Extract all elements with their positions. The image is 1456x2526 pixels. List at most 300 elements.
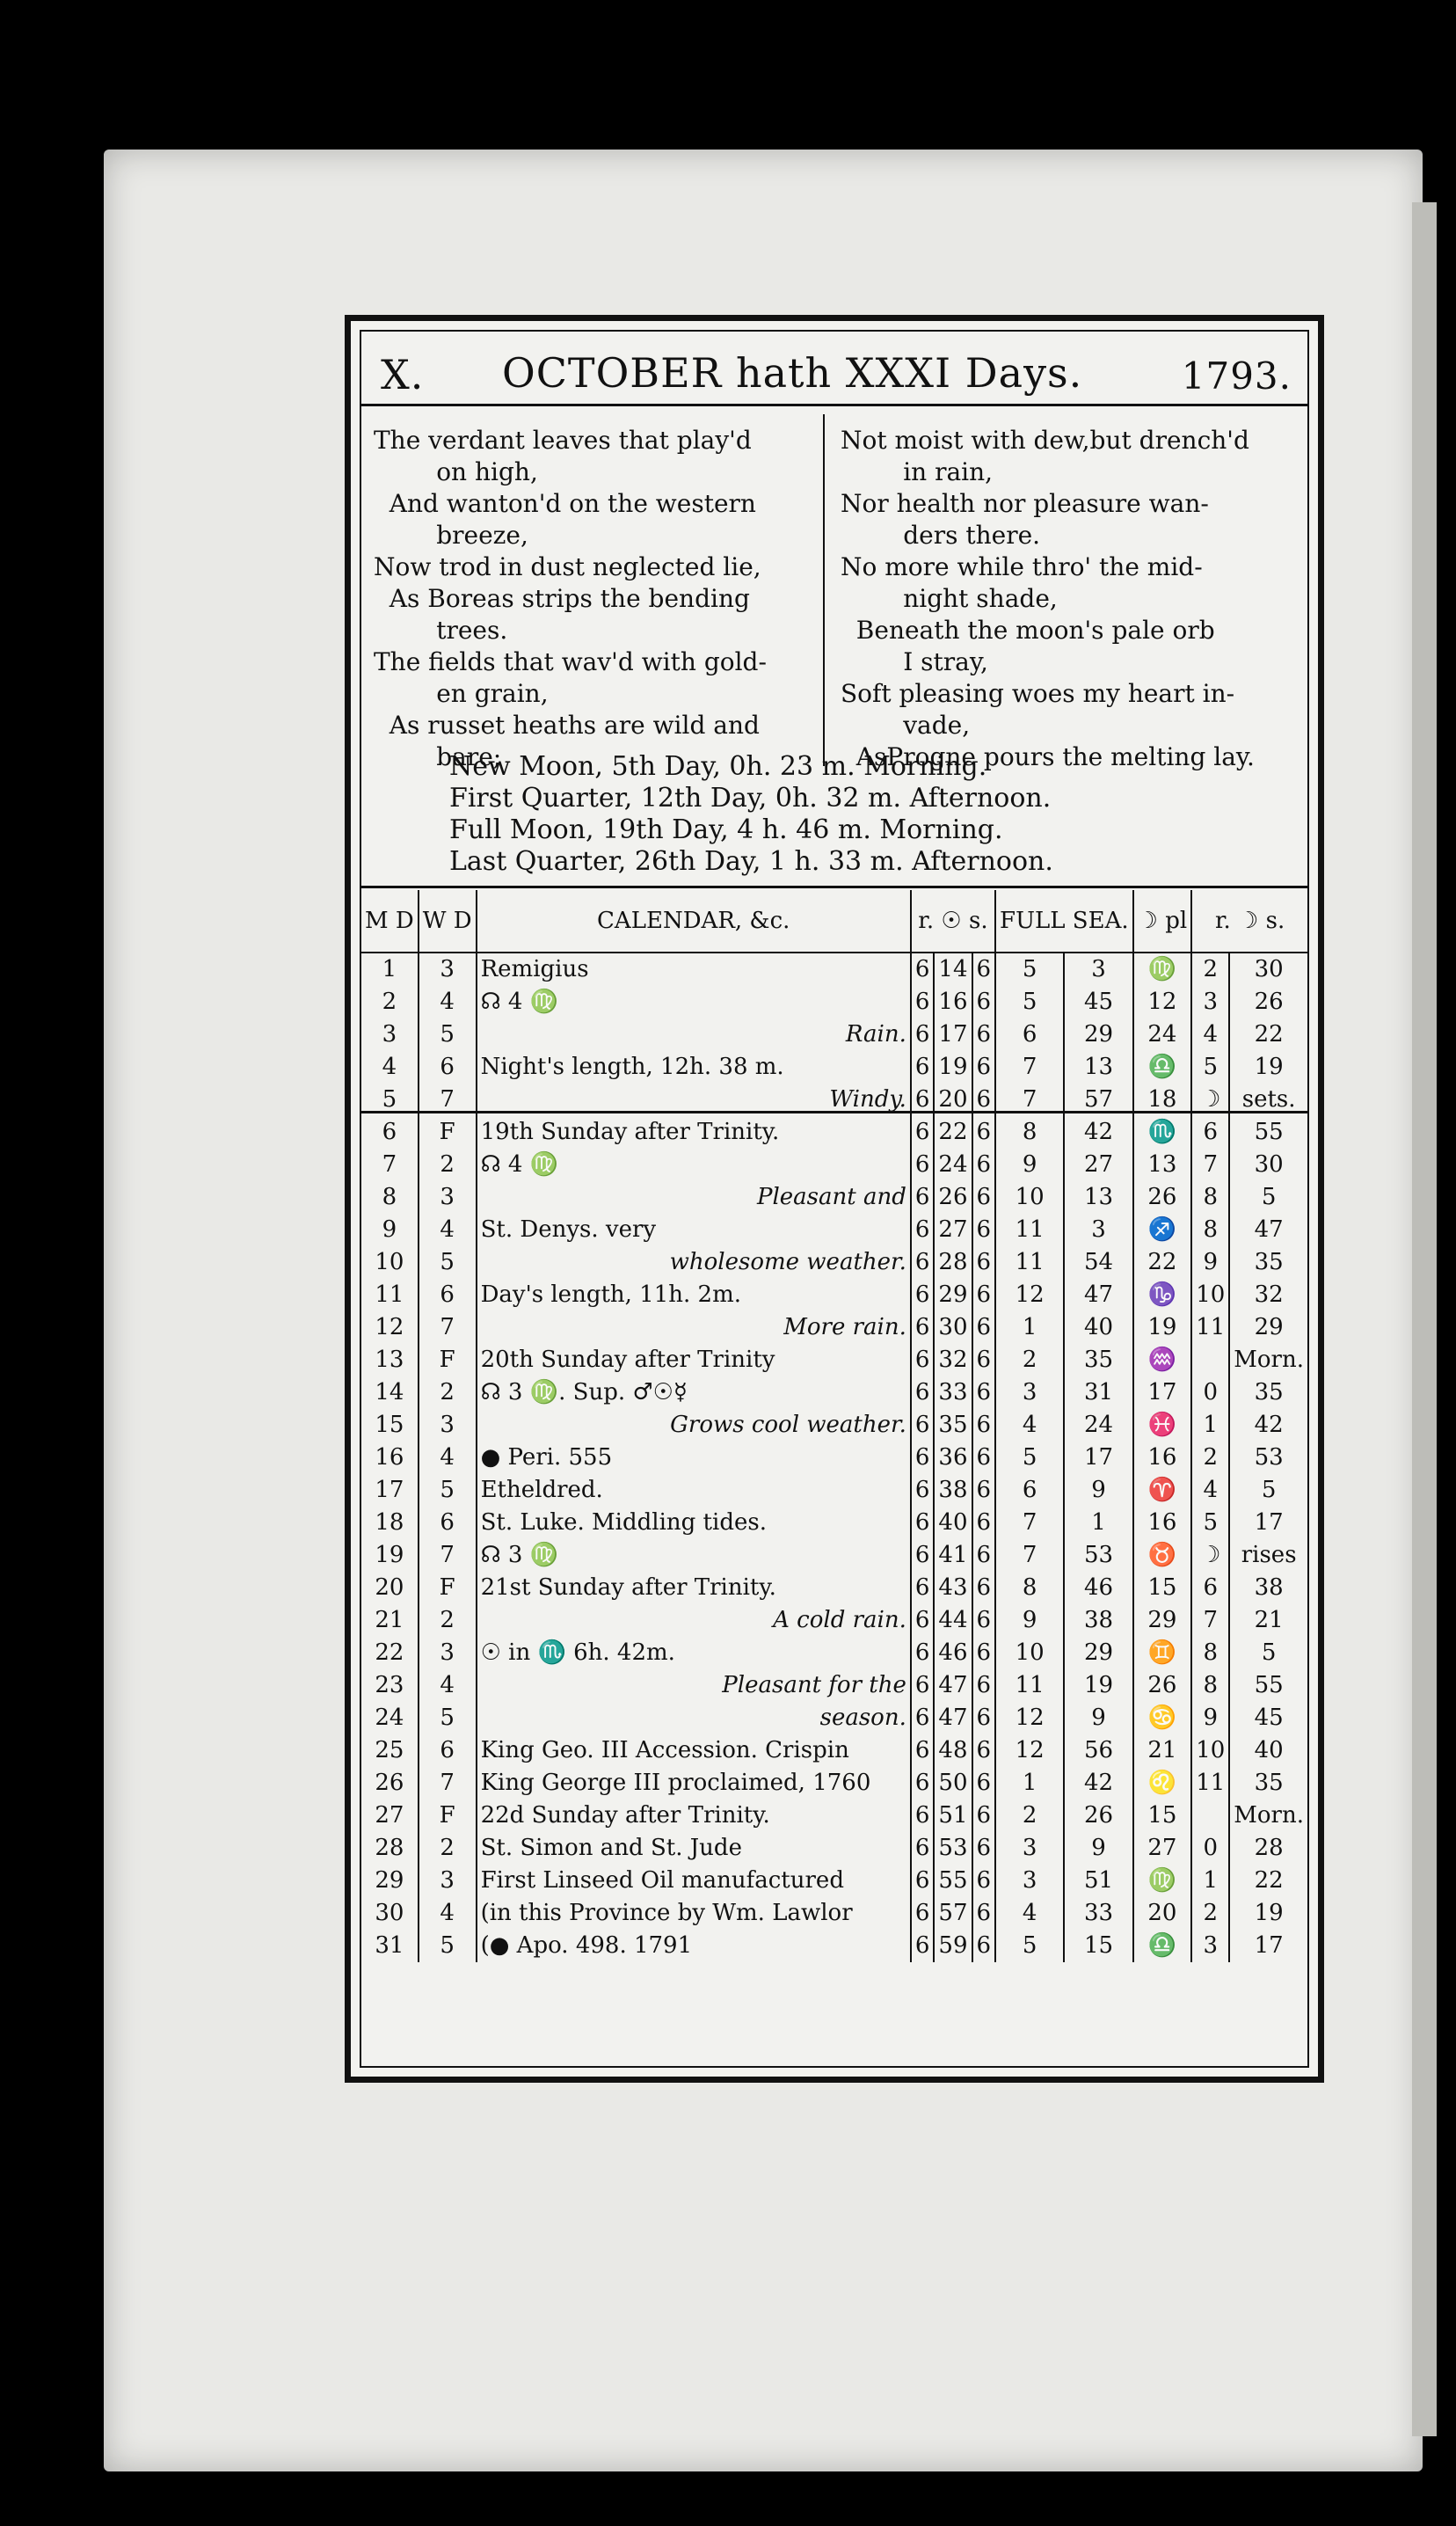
table-cell: 8 bbox=[995, 1572, 1064, 1604]
table-cell: 5 bbox=[1191, 1051, 1229, 1084]
moon-phases bbox=[361, 741, 1307, 888]
table-row bbox=[361, 1669, 1307, 1702]
header-calendar: CALENDAR, &c. bbox=[477, 890, 911, 953]
table-cell: 9 bbox=[995, 1149, 1064, 1181]
poem-line: Nor health nor pleasure wan- bbox=[841, 489, 1209, 518]
page-edge bbox=[1412, 202, 1437, 2436]
table-cell: ♉ bbox=[1133, 1539, 1192, 1572]
table-cell: ☊ 4 ♍ bbox=[477, 986, 911, 1018]
table-cell: 30 bbox=[1254, 956, 1284, 982]
table-cell: 10 bbox=[995, 1181, 1064, 1214]
table-cell: 56 bbox=[1064, 1734, 1132, 1767]
table-row bbox=[361, 1442, 1307, 1474]
table-row bbox=[361, 953, 1307, 986]
table-cell: 4 bbox=[995, 1897, 1064, 1930]
table-cell: ♎ bbox=[1133, 1930, 1192, 1962]
table-cell: 29 bbox=[361, 1865, 419, 1897]
table-cell: 2 bbox=[1191, 953, 1229, 986]
poem-line: As russet heaths are wild and bbox=[374, 711, 760, 740]
table-cell: 54 bbox=[1064, 1246, 1132, 1279]
month-number: X. bbox=[381, 351, 425, 398]
table-cell: 6 bbox=[911, 1572, 935, 1604]
table-cell: ☉ in ♏ 6h. 42m. bbox=[477, 1637, 911, 1669]
table-row bbox=[361, 1376, 1307, 1409]
table-cell: 2 bbox=[419, 1376, 477, 1409]
table-cell: 3 bbox=[419, 1865, 477, 1897]
table-cell: 6 bbox=[911, 1051, 935, 1084]
table-cell: 6 bbox=[972, 1116, 996, 1149]
table-cell: ☊ 3 ♍ bbox=[477, 1539, 911, 1572]
table-cell: 5 bbox=[419, 1018, 477, 1051]
table-cell: 30 bbox=[1254, 1151, 1284, 1178]
table-cell: 12 bbox=[1133, 986, 1192, 1018]
table-cell: 5 bbox=[419, 1246, 477, 1279]
table-cell: 5 bbox=[995, 986, 1064, 1018]
table-cell: ♈ bbox=[1133, 1474, 1192, 1507]
table-cell: 12 bbox=[361, 1311, 419, 1344]
table-cell: ♐ bbox=[1133, 1214, 1192, 1246]
table-cell: 11 bbox=[995, 1669, 1064, 1702]
table-cell: 15 bbox=[1064, 1930, 1132, 1962]
table-cell: More rain. bbox=[477, 1311, 911, 1344]
table-cell: 4 bbox=[1191, 1018, 1229, 1051]
moon-phase-line: Last Quarter, 26th Day, 1 h. 33 m. Afternoon. bbox=[449, 846, 1053, 877]
table-cell: 1 bbox=[995, 1311, 1064, 1344]
header-sun: r. ☉ s. bbox=[911, 890, 995, 953]
table-cell: Etheldred. bbox=[477, 1474, 911, 1507]
table-cell: 7 bbox=[995, 1051, 1064, 1084]
table-cell: 16 bbox=[1133, 1442, 1192, 1474]
table-row bbox=[361, 1507, 1307, 1539]
table-cell: 3 bbox=[419, 1181, 477, 1214]
table-cell: 1 bbox=[995, 1767, 1064, 1800]
table-row bbox=[361, 1865, 1307, 1897]
table-cell: 24 bbox=[361, 1702, 419, 1734]
table-cell: 3 bbox=[995, 1376, 1064, 1409]
table-cell: 46 bbox=[934, 1637, 972, 1669]
table-cell: 6 bbox=[972, 1930, 996, 1962]
table-row bbox=[361, 1800, 1307, 1832]
table-cell: 28 bbox=[361, 1832, 419, 1865]
table-cell: 17 bbox=[361, 1474, 419, 1507]
table-cell: 17 bbox=[1064, 1442, 1132, 1474]
table-cell: 8 bbox=[995, 1116, 1064, 1149]
table-cell: 2 bbox=[1191, 1442, 1229, 1474]
month-header bbox=[361, 332, 1307, 406]
table-cell: 6 bbox=[911, 1669, 935, 1702]
table-cell: 20th Sunday after Trinity bbox=[477, 1344, 911, 1376]
table-cell: 2 bbox=[995, 1344, 1064, 1376]
table-cell: (● Apo. 498. 1791 bbox=[477, 1930, 911, 1962]
table-row bbox=[361, 1214, 1307, 1246]
table-cell: 3 bbox=[1064, 953, 1132, 986]
table-row bbox=[361, 1181, 1307, 1214]
table-cell: 11 bbox=[361, 1279, 419, 1311]
table-row bbox=[361, 1572, 1307, 1604]
table-row bbox=[361, 1767, 1307, 1800]
table-cell: 20 bbox=[934, 1084, 972, 1116]
table-cell: 26 bbox=[1133, 1181, 1192, 1214]
table-cell: Pleasant and bbox=[477, 1181, 911, 1214]
table-cell: 6 bbox=[911, 1865, 935, 1897]
table-cell: 29 bbox=[1254, 1314, 1284, 1340]
month-title: OCTOBER hath XXXI Days. bbox=[502, 349, 1083, 397]
table-cell: 6 bbox=[972, 1246, 996, 1279]
table-cell: 19 bbox=[1133, 1311, 1192, 1344]
table-cell: 3 bbox=[361, 1018, 419, 1051]
table-cell: 3 bbox=[419, 1409, 477, 1442]
header-moon-place: ☽ pl bbox=[1133, 890, 1192, 953]
table-cell: 6 bbox=[911, 1344, 935, 1376]
table-cell: 5 bbox=[419, 1930, 477, 1962]
table-cell: 6 bbox=[972, 1279, 996, 1311]
table-cell bbox=[1191, 1800, 1229, 1832]
table-cell bbox=[1191, 1344, 1229, 1376]
table-cell: 10 bbox=[1191, 1734, 1229, 1767]
table-cell: F bbox=[419, 1344, 477, 1376]
table-cell: 6 bbox=[972, 1800, 996, 1832]
table-cell: 24 bbox=[1064, 1409, 1132, 1442]
table-cell: 4 bbox=[419, 1897, 477, 1930]
table-cell: 15 bbox=[1133, 1800, 1192, 1832]
table-cell: rises bbox=[1241, 1542, 1297, 1568]
table-cell: 17 bbox=[1133, 1376, 1192, 1409]
table-cell: 0 bbox=[1191, 1376, 1229, 1409]
table-cell: 19 bbox=[361, 1539, 419, 1572]
table-cell: 6 bbox=[911, 1376, 935, 1409]
table-cell: 5 bbox=[361, 1084, 419, 1116]
table-cell: King George III proclaimed, 1760 bbox=[477, 1767, 911, 1800]
table-cell: 6 bbox=[972, 1507, 996, 1539]
table-cell: 9 bbox=[1064, 1832, 1132, 1865]
table-cell: 4 bbox=[361, 1051, 419, 1084]
table-cell: 6 bbox=[911, 1897, 935, 1930]
table-cell: St. Denys. very bbox=[477, 1214, 911, 1246]
table-cell: 6 bbox=[911, 1084, 935, 1116]
table-cell: 57 bbox=[934, 1897, 972, 1930]
table-cell: 2 bbox=[419, 1832, 477, 1865]
table-cell: (in this Province by Wm. Lawlor bbox=[477, 1897, 911, 1930]
table-cell: ☽ bbox=[1191, 1084, 1229, 1116]
table-cell: 35 bbox=[1254, 1249, 1284, 1275]
table-cell: 28 bbox=[934, 1246, 972, 1279]
table-row bbox=[361, 1311, 1307, 1344]
table-cell: ♎ bbox=[1133, 1051, 1192, 1084]
table-cell: 8 bbox=[1191, 1214, 1229, 1246]
table-cell: 6 bbox=[972, 1702, 996, 1734]
table-cell: 6 bbox=[911, 1246, 935, 1279]
table-cell: 27 bbox=[1064, 1149, 1132, 1181]
table-cell: 47 bbox=[934, 1702, 972, 1734]
table-cell: 8 bbox=[1191, 1181, 1229, 1214]
table-cell: 16 bbox=[1133, 1507, 1192, 1539]
table-cell: 3 bbox=[419, 953, 477, 986]
table-cell: 6 bbox=[972, 1311, 996, 1344]
table-cell: 5 bbox=[1261, 1639, 1277, 1666]
poem-line: The fields that wav'd with gold- bbox=[374, 647, 767, 676]
table-cell: 7 bbox=[1191, 1604, 1229, 1637]
table-cell: ♊ bbox=[1133, 1637, 1192, 1669]
year: 1793. bbox=[1181, 354, 1292, 398]
poem-line: trees. bbox=[374, 616, 508, 645]
table-cell: 7 bbox=[995, 1539, 1064, 1572]
table-cell: 55 bbox=[934, 1865, 972, 1897]
table-cell: 53 bbox=[1064, 1539, 1132, 1572]
table-cell: 38 bbox=[1254, 1574, 1284, 1601]
table-cell: 21st Sunday after Trinity. bbox=[477, 1572, 911, 1604]
table-cell: 18 bbox=[361, 1507, 419, 1539]
table-cell: 16 bbox=[361, 1442, 419, 1474]
table-cell: 31 bbox=[361, 1930, 419, 1962]
table-cell: 6 bbox=[911, 1409, 935, 1442]
table-cell: 6 bbox=[911, 1311, 935, 1344]
table-cell: 2 bbox=[419, 1604, 477, 1637]
table-cell: 32 bbox=[1254, 1281, 1284, 1308]
table-row bbox=[361, 1832, 1307, 1865]
table-cell: 50 bbox=[934, 1767, 972, 1800]
table-cell: 25 bbox=[361, 1734, 419, 1767]
table-cell: 26 bbox=[934, 1181, 972, 1214]
table-cell: 3 bbox=[995, 1865, 1064, 1897]
table-cell: 6 bbox=[911, 1442, 935, 1474]
table-cell: 26 bbox=[361, 1767, 419, 1800]
table-cell: 19 bbox=[1254, 1900, 1284, 1926]
poem-line: night shade, bbox=[841, 584, 1058, 613]
table-cell: 7 bbox=[361, 1149, 419, 1181]
table-cell: 59 bbox=[934, 1930, 972, 1962]
table-cell: 2 bbox=[1191, 1897, 1229, 1930]
table-cell: 21 bbox=[361, 1604, 419, 1637]
table-cell: 1 bbox=[361, 953, 419, 986]
table-row bbox=[361, 1897, 1307, 1930]
table-cell: ● Peri. 555 bbox=[477, 1442, 911, 1474]
table-row bbox=[361, 1702, 1307, 1734]
table-row bbox=[361, 1604, 1307, 1637]
table-cell: 5 bbox=[995, 1930, 1064, 1962]
table-cell: 13 bbox=[1133, 1149, 1192, 1181]
table-cell: 9 bbox=[361, 1214, 419, 1246]
table-cell: 42 bbox=[1064, 1116, 1132, 1149]
poem-line: bare; bbox=[374, 742, 502, 771]
table-cell: 9 bbox=[1191, 1246, 1229, 1279]
table-cell: 3 bbox=[419, 1637, 477, 1669]
table-cell: A cold rain. bbox=[477, 1604, 911, 1637]
table-cell: 35 bbox=[934, 1409, 972, 1442]
table-cell: 4 bbox=[419, 1669, 477, 1702]
table-cell: 36 bbox=[934, 1442, 972, 1474]
table-cell: 42 bbox=[1254, 1412, 1284, 1438]
table-row bbox=[361, 1344, 1307, 1376]
table-cell: 6 bbox=[972, 1214, 996, 1246]
table-cell: 6 bbox=[972, 1637, 996, 1669]
table-cell: 12 bbox=[995, 1279, 1064, 1311]
table-cell: 6 bbox=[972, 1669, 996, 1702]
table-cell: 6 bbox=[972, 1181, 996, 1214]
table-cell: 7 bbox=[995, 1084, 1064, 1116]
table-row bbox=[361, 1279, 1307, 1311]
table-cell: 2 bbox=[419, 1149, 477, 1181]
table-cell: 38 bbox=[934, 1474, 972, 1507]
table-cell: 20 bbox=[361, 1572, 419, 1604]
table-row bbox=[361, 1246, 1307, 1279]
table-cell: 6 bbox=[911, 1734, 935, 1767]
table-cell: Rain. bbox=[477, 1018, 911, 1051]
table-cell: 6 bbox=[911, 1702, 935, 1734]
table-cell: ♍ bbox=[1133, 953, 1192, 986]
table-cell: 12 bbox=[995, 1734, 1064, 1767]
table-cell: 6 bbox=[972, 953, 996, 986]
table-cell: 16 bbox=[934, 986, 972, 1018]
table-cell: 13 bbox=[361, 1344, 419, 1376]
table-cell: F bbox=[419, 1572, 477, 1604]
table-cell: ♍ bbox=[1133, 1865, 1192, 1897]
table-cell: 6 bbox=[1191, 1116, 1229, 1149]
table-cell: King Geo. III Accession. Crispin bbox=[477, 1734, 911, 1767]
poem-line: Soft pleasing woes my heart in- bbox=[841, 679, 1235, 708]
table-cell: St. Simon and St. Jude bbox=[477, 1832, 911, 1865]
poem-line: AsProgne pours the melting lay. bbox=[841, 742, 1255, 771]
table-cell: sets. bbox=[1241, 1086, 1296, 1113]
table-cell: Windy. bbox=[477, 1084, 911, 1116]
table-cell: 30 bbox=[361, 1897, 419, 1930]
table-cell: 8 bbox=[361, 1181, 419, 1214]
table-cell: 24 bbox=[1133, 1018, 1192, 1051]
table-cell: Pleasant for the bbox=[477, 1669, 911, 1702]
table-cell: First Linseed Oil manufactured bbox=[477, 1865, 911, 1897]
table-cell: 22 bbox=[1254, 1021, 1284, 1048]
table-cell: 6 bbox=[911, 1930, 935, 1962]
table-cell: ♌ bbox=[1133, 1767, 1192, 1800]
table-cell: 55 bbox=[1254, 1672, 1284, 1698]
table-cell: 6 bbox=[911, 1018, 935, 1051]
table-cell: 1 bbox=[1064, 1507, 1132, 1539]
table-cell: 6 bbox=[361, 1116, 419, 1149]
table-cell: 51 bbox=[1064, 1865, 1132, 1897]
table-cell: 5 bbox=[419, 1702, 477, 1734]
table-cell: 6 bbox=[911, 1181, 935, 1214]
poem-line: No more while thro' the mid- bbox=[841, 552, 1203, 581]
table-cell: 6 bbox=[911, 1539, 935, 1572]
table-cell: 11 bbox=[1191, 1311, 1229, 1344]
table-cell: Morn. bbox=[1234, 1347, 1304, 1373]
table-cell: 26 bbox=[1064, 1800, 1132, 1832]
table-cell: 6 bbox=[972, 1149, 996, 1181]
table-cell: 18 bbox=[1133, 1084, 1192, 1116]
table-cell: 6 bbox=[972, 1734, 996, 1767]
table-cell: 41 bbox=[934, 1539, 972, 1572]
table-cell: 17 bbox=[1254, 1932, 1284, 1959]
table-cell: 6 bbox=[972, 1051, 996, 1084]
table-cell: 47 bbox=[934, 1669, 972, 1702]
poem-line: And wanton'd on the western bbox=[374, 489, 756, 518]
table-cell: 6 bbox=[911, 1832, 935, 1865]
poem-line: on high, bbox=[374, 457, 538, 486]
table-cell: 40 bbox=[934, 1507, 972, 1539]
table-cell: 20 bbox=[1133, 1897, 1192, 1930]
table-cell: 6 bbox=[972, 1084, 996, 1116]
table-cell: 6 bbox=[972, 1604, 996, 1637]
header-week-day: W D bbox=[419, 890, 477, 953]
poem-line: Beneath the moon's pale orb bbox=[841, 616, 1215, 645]
table-cell: 9 bbox=[1191, 1702, 1229, 1734]
table-row bbox=[361, 1149, 1307, 1181]
table-cell: ♓ bbox=[1133, 1409, 1192, 1442]
table-cell: 10 bbox=[995, 1637, 1064, 1669]
table-cell: 7 bbox=[419, 1539, 477, 1572]
table-cell: F bbox=[419, 1116, 477, 1149]
table-cell: 7 bbox=[419, 1767, 477, 1800]
table-cell: 6 bbox=[419, 1051, 477, 1084]
table-cell: 40 bbox=[1064, 1311, 1132, 1344]
table-cell: 7 bbox=[995, 1507, 1064, 1539]
table-cell: Night's length, 12h. 38 m. bbox=[477, 1051, 911, 1084]
table-cell: 42 bbox=[1064, 1767, 1132, 1800]
table-cell: 15 bbox=[1133, 1572, 1192, 1604]
table-cell: 22 bbox=[361, 1637, 419, 1669]
poem-line: Now trod in dust neglected lie, bbox=[374, 552, 761, 581]
table-cell: 6 bbox=[911, 1279, 935, 1311]
table-cell: 6 bbox=[911, 1474, 935, 1507]
table-cell: 24 bbox=[934, 1149, 972, 1181]
table-cell: 57 bbox=[1064, 1084, 1132, 1116]
table-cell: 7 bbox=[1191, 1149, 1229, 1181]
table-cell: 33 bbox=[934, 1376, 972, 1409]
frame-inner bbox=[360, 330, 1309, 2068]
table-cell: Remigius bbox=[477, 953, 911, 986]
table-cell: 19th Sunday after Trinity. bbox=[477, 1116, 911, 1149]
table-cell: 23 bbox=[361, 1669, 419, 1702]
table-cell: 5 bbox=[1261, 1477, 1277, 1503]
table-cell: ☊ 3 ♍. Sup. ♂☉☿ bbox=[477, 1376, 911, 1409]
table-cell: 45 bbox=[1064, 986, 1132, 1018]
calendar-table-wrap bbox=[361, 890, 1307, 2066]
table-cell: 6 bbox=[419, 1279, 477, 1311]
poem-line: I stray, bbox=[841, 647, 988, 676]
table-cell: 45 bbox=[1254, 1705, 1284, 1731]
table-cell: 43 bbox=[934, 1572, 972, 1604]
table-cell: 7 bbox=[419, 1311, 477, 1344]
table-row bbox=[361, 1084, 1307, 1116]
table-cell: 6 bbox=[911, 1800, 935, 1832]
table-cell: 22 bbox=[1133, 1246, 1192, 1279]
table-cell: 6 bbox=[911, 1767, 935, 1800]
table-cell: 6 bbox=[972, 1897, 996, 1930]
table-row bbox=[361, 1051, 1307, 1084]
table-cell: 4 bbox=[995, 1409, 1064, 1442]
table-cell: 28 bbox=[1254, 1835, 1284, 1861]
moon-phase-line: New Moon, 5th Day, 0h. 23 m. Morning. bbox=[449, 751, 987, 782]
moon-phase-line: First Quarter, 12th Day, 0h. 32 m. Afternoon. bbox=[449, 783, 1052, 814]
table-cell: 40 bbox=[1254, 1737, 1284, 1763]
table-cell: 47 bbox=[1064, 1279, 1132, 1311]
table-cell: season. bbox=[477, 1702, 911, 1734]
table-cell: 32 bbox=[934, 1344, 972, 1376]
table-cell: 4 bbox=[419, 1442, 477, 1474]
table-row bbox=[361, 1474, 1307, 1507]
table-cell: 5 bbox=[1191, 1507, 1229, 1539]
table-cell: 11 bbox=[995, 1246, 1064, 1279]
table-cell: 8 bbox=[1191, 1669, 1229, 1702]
table-cell: 6 bbox=[911, 1214, 935, 1246]
table-cell: 6 bbox=[972, 1865, 996, 1897]
table-cell: ♒ bbox=[1133, 1344, 1192, 1376]
table-cell: 53 bbox=[1254, 1444, 1284, 1471]
table-cell: 6 bbox=[995, 1018, 1064, 1051]
table-cell: 27 bbox=[934, 1214, 972, 1246]
table-cell: 6 bbox=[911, 953, 935, 986]
table-cell: 5 bbox=[995, 953, 1064, 986]
table-row bbox=[361, 1018, 1307, 1051]
